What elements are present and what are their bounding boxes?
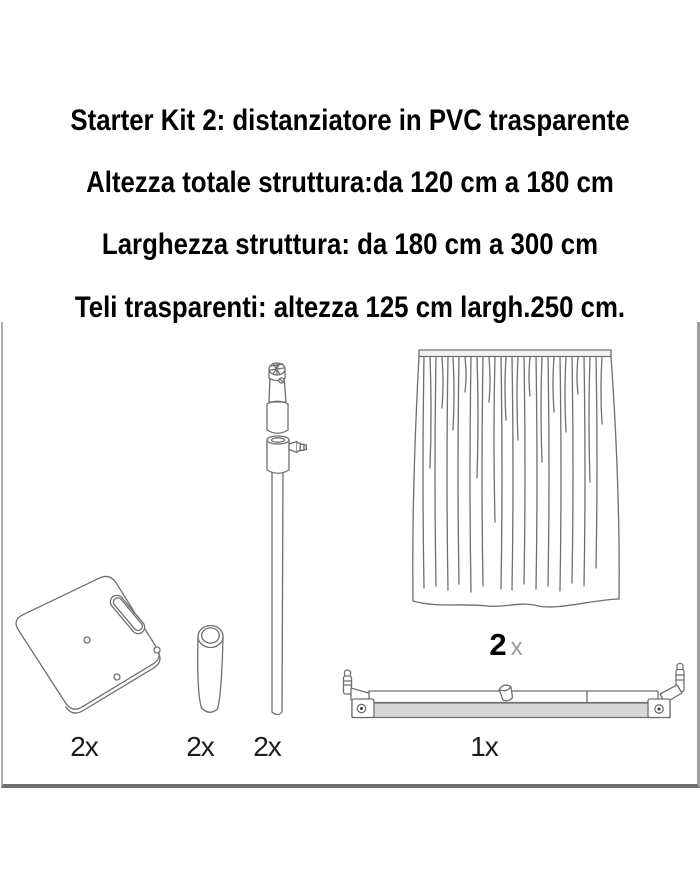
title-line-2: Altezza totale struttura:da 120 cm a 180 cm [86,166,614,199]
pole-qty-label: 2x [253,731,281,762]
curtain-drawing [413,350,619,607]
base-plate-qty-label: 2x [70,731,98,762]
curtain-folds [423,357,602,592]
curtain-qty-number: 2 [489,627,507,662]
curtain-qty-label [489,629,522,660]
curtain-qty-suffix: x [510,634,523,661]
tube-qty-label: 2x [186,731,214,762]
crossbar-drawing [344,664,685,718]
base-plate-drawing [16,576,160,713]
crossbar-qty-label: 1x [470,731,498,762]
pole-drawing [267,363,306,715]
title-line-3: Larghezza struttura: da 180 cm a 300 cm [101,228,599,261]
tube-drawing [198,626,223,713]
title-line-4: Teli trasparenti: altezza 125 cm largh.250 cm. [74,291,626,324]
title-line-1: Starter Kit 2: distanziatore in PVC trasparente [70,104,630,137]
